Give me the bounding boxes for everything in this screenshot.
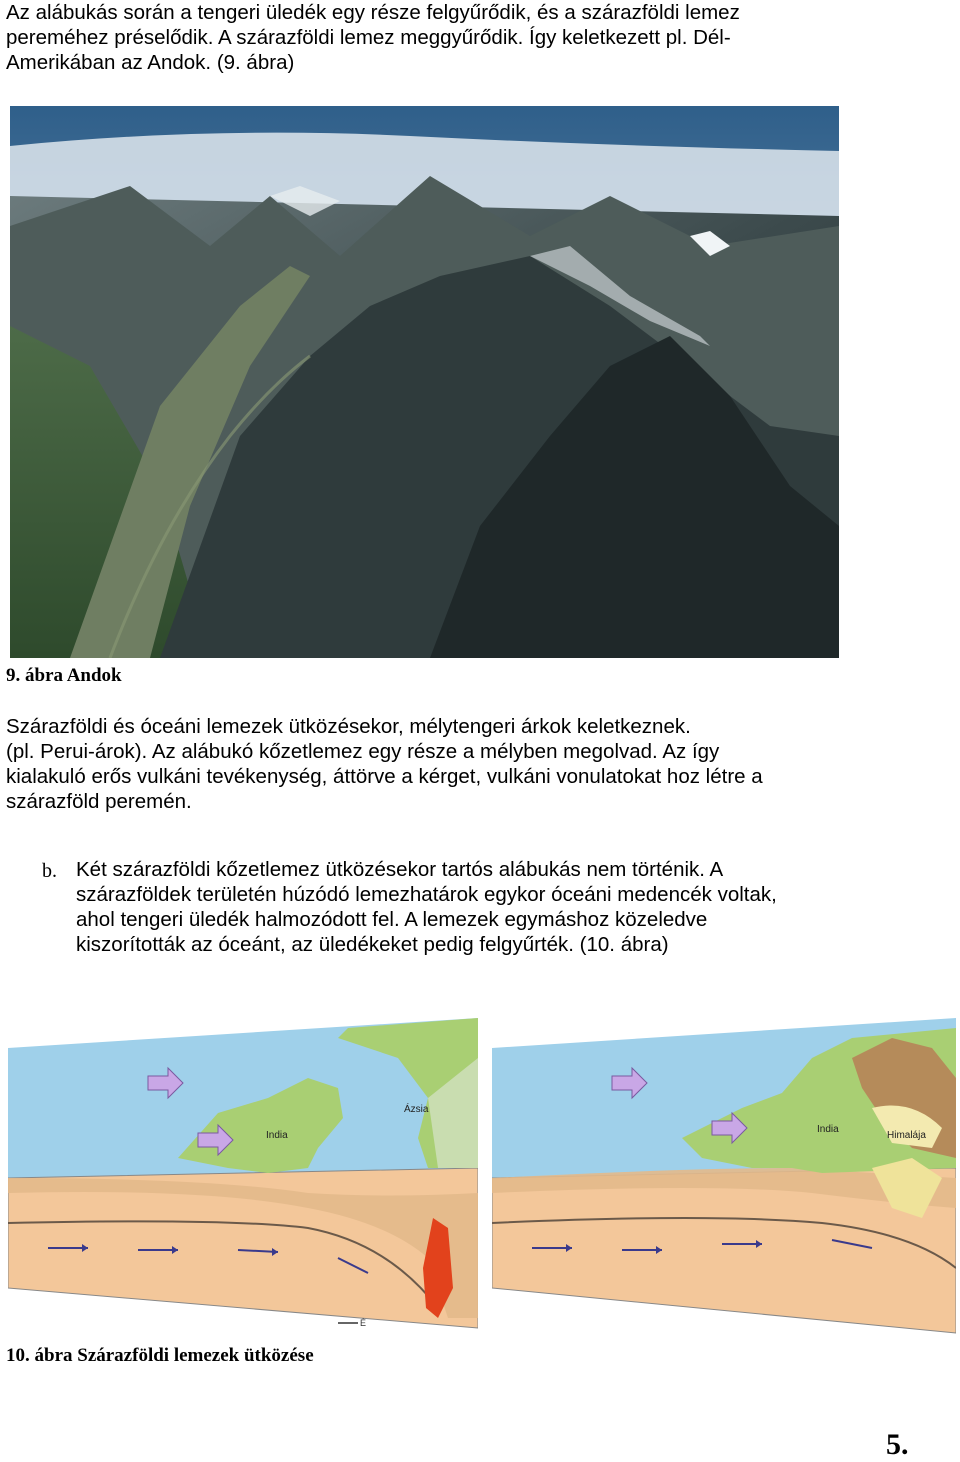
intro-paragraph bbox=[6, 0, 906, 75]
intro-line: pereméhez préselődik. A szárazföldi lemez meggyűrődik. Így keletkezett pl. Dél- bbox=[6, 26, 731, 49]
list-item-b bbox=[76, 857, 936, 957]
collision-diagram-after bbox=[492, 1018, 956, 1338]
list-item-b-line: ahol tengeri üledék halmozódott fel. A lemezek egymáshoz közeledve bbox=[76, 908, 708, 931]
paragraph-2 bbox=[6, 714, 906, 814]
figure10-caption: 10. ábra Szárazföldi lemezek ütközése bbox=[6, 1345, 314, 1366]
label-india-left: India bbox=[266, 1130, 288, 1141]
paragraph-2-line: szárazföld peremén. bbox=[6, 790, 192, 813]
compass-north: É bbox=[360, 1318, 367, 1328]
label-himalaya: Himalája bbox=[887, 1130, 926, 1141]
list-item-b-line: kiszorították az óceánt, az üledékeket pedig felgyűrték. (10. ábra) bbox=[76, 933, 669, 956]
label-india-right: India bbox=[817, 1124, 839, 1135]
paragraph-2-line: (pl. Perui-árok). Az alábukó kőzetlemez egy része a mélyben megolvad. Az így bbox=[6, 740, 720, 763]
plate-collision-figure bbox=[8, 1018, 956, 1338]
list-marker-b: b. bbox=[42, 860, 57, 882]
paragraph-2-line: kialakuló erős vulkáni tevékenység, áttörve a kérget, vulkáni vonulatokat hoz létre a bbox=[6, 765, 763, 788]
page-number: 5. bbox=[886, 1428, 909, 1461]
paragraph-2-line: Szárazföldi és óceáni lemezek ütközésekor, mélytengeri árkok keletkeznek. bbox=[6, 715, 691, 738]
andes-photo bbox=[10, 106, 839, 658]
list-item-b-line: Két szárazföldi kőzetlemez ütközésekor tartós alábukás nem történik. A bbox=[76, 858, 724, 881]
label-asia: Ázsia bbox=[404, 1104, 429, 1115]
collision-diagram-before bbox=[8, 1018, 478, 1338]
intro-line: Az alábukás során a tengeri üledék egy része felgyűrődik, és a szárazföldi lemez bbox=[6, 1, 740, 24]
list-item-b-line: szárazföldek területén húzódó lemezhatárok egykor óceáni medencék voltak, bbox=[76, 883, 777, 906]
intro-line: Amerikában az Andok. (9. ábra) bbox=[6, 51, 295, 74]
figure9-caption: 9. ábra Andok bbox=[6, 665, 122, 686]
andes-photo-drawing bbox=[10, 106, 839, 658]
